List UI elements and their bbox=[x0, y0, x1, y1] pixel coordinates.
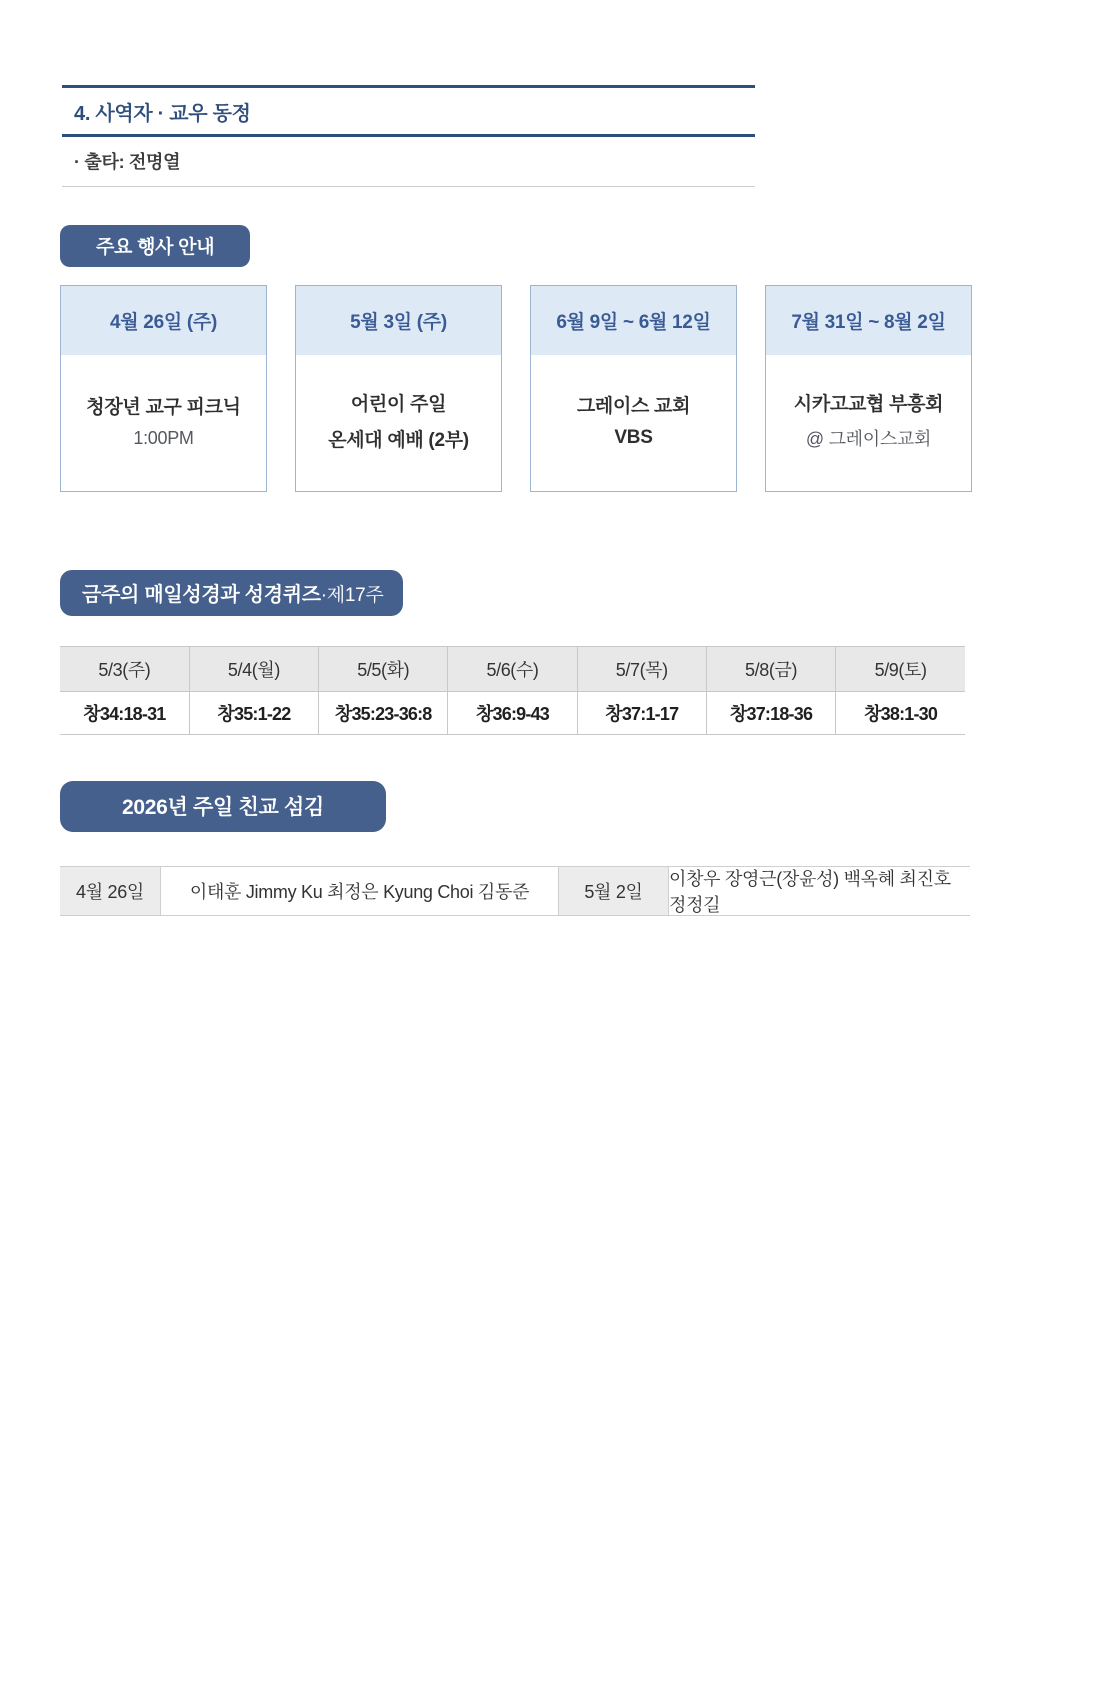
event-body bbox=[296, 355, 501, 491]
event-body bbox=[766, 355, 971, 491]
bible-table bbox=[60, 646, 965, 735]
bible-reading: 창36:9-43 bbox=[448, 692, 577, 735]
bible-badge-week: ·제17주 bbox=[320, 585, 384, 606]
bible-reading: 창35:1-22 bbox=[189, 692, 318, 735]
bible-day: 5/7(목) bbox=[577, 647, 706, 692]
bible-reading: 창37:18-36 bbox=[706, 692, 835, 735]
bible-badge-title: 금주의 매일성경과 성경퀴즈 bbox=[82, 584, 321, 606]
bible-badge bbox=[60, 570, 403, 616]
event-card bbox=[60, 285, 267, 492]
event-title: 어린이 주일 bbox=[350, 393, 447, 415]
bible-reading: 창34:18-31 bbox=[60, 692, 189, 735]
fellowship-badge: 2026년 주일 친교 섬김 bbox=[60, 781, 386, 832]
event-title: 시카고교협 부흥회 bbox=[793, 394, 944, 415]
section-header bbox=[62, 0, 755, 187]
event-card bbox=[530, 285, 737, 492]
bible-day: 5/4(월) bbox=[189, 647, 318, 692]
event-detail: @ 그레이스교회 bbox=[805, 429, 932, 449]
away-note: · 출타: 전명열 bbox=[74, 152, 181, 172]
event-detail: VBS bbox=[614, 427, 653, 448]
event-date: 5월 3일 (주) bbox=[296, 286, 501, 355]
bible-reading: 창38:1-30 bbox=[836, 692, 965, 735]
event-card bbox=[765, 285, 972, 492]
event-detail: 1:00PM bbox=[133, 427, 194, 448]
fellowship-table bbox=[60, 866, 970, 916]
bible-day: 5/9(토) bbox=[836, 647, 965, 692]
fellowship-names: 이태훈 Jimmy Ku 최정은 Kyung Choi 김동준 bbox=[160, 867, 558, 915]
event-body bbox=[61, 355, 266, 491]
note-divider bbox=[62, 186, 755, 187]
event-cards bbox=[60, 285, 972, 492]
event-date: 4월 26일 (주) bbox=[61, 286, 266, 355]
bible-reading: 창37:1-17 bbox=[577, 692, 706, 735]
fellowship-names: 이창우 장영근(장윤성) 백옥혜 최진호 정정길 bbox=[668, 867, 970, 915]
events-badge: 주요 행사 안내 bbox=[60, 225, 250, 267]
event-date: 6월 9일 ~ 6월 12일 bbox=[531, 286, 736, 355]
fellowship-date: 5월 2일 bbox=[558, 867, 668, 915]
event-detail: 온세대 예배 (2부) bbox=[328, 429, 469, 451]
bulletin-page bbox=[60, 0, 972, 916]
bible-day: 5/5(화) bbox=[319, 647, 448, 692]
event-title: 청장년 교구 피크닉 bbox=[86, 396, 241, 418]
event-title: 그레이스 교회 bbox=[576, 396, 691, 417]
section-title: 4. 사역자 · 교우 동정 bbox=[74, 103, 251, 125]
bible-days-row bbox=[60, 647, 965, 692]
bible-day: 5/8(금) bbox=[706, 647, 835, 692]
event-body bbox=[531, 355, 736, 491]
fellowship-date: 4월 26일 bbox=[60, 867, 160, 915]
event-date: 7월 31일 ~ 8월 2일 bbox=[766, 286, 971, 355]
bible-readings-row bbox=[60, 692, 965, 735]
bible-reading: 창35:23-36:8 bbox=[319, 692, 448, 735]
bible-day: 5/3(주) bbox=[60, 647, 189, 692]
bible-day: 5/6(수) bbox=[448, 647, 577, 692]
event-card bbox=[295, 285, 502, 492]
